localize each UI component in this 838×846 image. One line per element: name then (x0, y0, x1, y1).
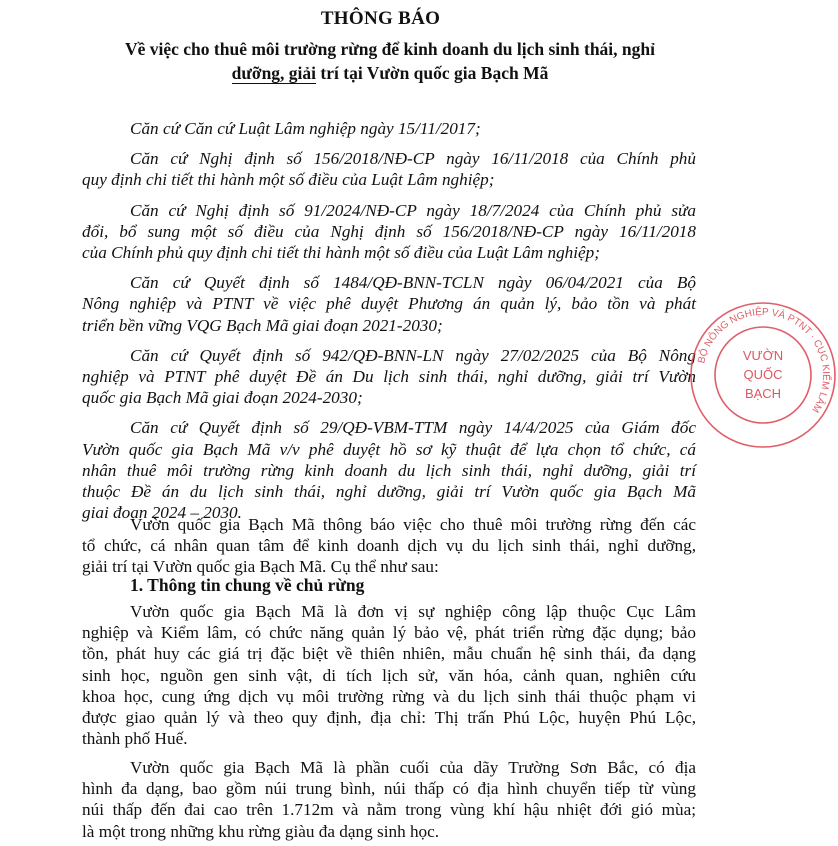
s1p2-line-4: là một trong những khu rừng giàu đa dạng sinh học. (82, 821, 440, 841)
s1p1-line-2: nghiệp và Kiểm lâm, có chức năng quản lý bảo vệ, phát triển rừng đặc dụng; bảo (82, 623, 696, 643)
basis-6-line-4: thuộc Đề án du lịch sinh thái, nghỉ dưỡng, giải trí Vườn quốc gia Bạch Mã (82, 482, 696, 502)
seal-center-line-1: VƯỜN (742, 348, 784, 363)
official-seal (688, 300, 838, 450)
basis-6-line-1: Căn cứ Quyết định số 29/QĐ-VBM-TTM ngày 14/4/2025 của Giám đốc (130, 418, 696, 438)
basis-1-line-1: Căn cứ Căn cứ Luật Lâm nghiệp ngày 15/11/2017; (130, 119, 481, 138)
document-subtitle (100, 37, 680, 85)
document-title: THÔNG BÁO (320, 8, 441, 29)
basis-3-line-2: đổi, bổ sung một số điều của Nghị định số 156/2018/NĐ-CP ngày 16/11/2018 (82, 221, 696, 241)
seal-center-line-2: QUỐC (743, 367, 783, 382)
section-1-paragraph-2 (82, 757, 696, 842)
s1p1-line-1: Vườn quốc gia Bạch Mã là đơn vị sự nghiệp công lập thuộc Cục Lâm (130, 602, 696, 621)
basis-2-line-2: quy định chi tiết thi hành một số điều của Luật Lâm nghiệp; (82, 170, 495, 190)
intro-paragraph (82, 514, 696, 578)
basis-6-line-3: nhân thuê môi trường rừng kinh doanh du lịch sinh thái, nghỉ dưỡng, giải trí (82, 460, 696, 480)
s1p2-line-1: Vườn quốc gia Bạch Mã là phần cuối của dãy Trường Sơn Bắc, có địa (130, 758, 696, 777)
s1p1-line-3: tồn, phát huy các giá trị đặc biệt về thiên nhiên, mẫu chuẩn hệ sinh thái, đa dạng (82, 644, 696, 664)
basis-6-line-5: giai đoạn 2024 – 2030. (82, 503, 242, 523)
seal-ring-text: BỘ NÔNG NGHIỆP VÀ PTNT · CỤC KIỂM LÂM (696, 306, 832, 415)
subtitle-line-2-rest: trí tại Vườn quốc gia Bạch Mã (316, 63, 549, 83)
legal-bases (82, 118, 696, 523)
subtitle-line-1: Về việc cho thuê môi trường rừng để kinh doanh du lịch sinh thái, nghỉ (124, 39, 656, 59)
s1p1-line-4: sinh học, nguồn gen sinh vật, di tích lịch sử, văn hóa, cảnh quan, nghiên cứu (82, 665, 696, 685)
basis-5-line-3: quốc gia Bạch Mã giai đoạn 2024-2030; (82, 388, 363, 408)
s1p2-line-3: núi thấp đến đai cao trên 1.712m và nằm trong vùng khí hậu nhiệt đới gió mùa; (82, 800, 696, 820)
subtitle-line-2 (100, 61, 680, 85)
basis-5-line-1: Căn cứ Quyết định số 942/QĐ-BNN-LN ngày 27/02/2025 của Bộ Nông (130, 345, 696, 365)
s1p1-line-6: được giao quản lý và theo quy định, địa chỉ: Thị trấn Phú Lộc, huyện Phú Lộc, (82, 708, 696, 728)
basis-3-line-1: Căn cứ Nghị định số 91/2024/NĐ-CP ngày 18/7/2024 của Chính phủ sửa (130, 200, 696, 220)
s1p2-line-2: hình đa dạng, bao gồm núi trung bình, núi thấp có địa hình chuyển tiếp từ vùng (82, 779, 696, 799)
s1p1-line-5: khoa học, cung ứng dịch vụ môi trường rừng và du lịch sinh thái thuộc phạm vi (82, 686, 696, 706)
intro-line-3: giải trí tại Vườn quốc gia Bạch Mã. Cụ thể như sau: (82, 557, 439, 577)
basis-2-line-1: Căn cứ Nghị định số 156/2018/NĐ-CP ngày 16/11/2018 của Chính phủ (130, 149, 696, 169)
basis-5-line-2: nghiệp và PTNT phê duyệt Đề án Du lịch sinh thái, nghỉ dưỡng, giải trí Vườn (82, 367, 696, 387)
seal-center-line-3: BẠCH (744, 386, 782, 401)
section-1-heading: 1. Thông tin chung về chủ rừng (130, 575, 365, 595)
subtitle-underlined-text: dưỡng, giải (231, 63, 317, 83)
basis-4-line-3: triển bền vững VQG Bạch Mã giai đoạn 2021-2030; (82, 315, 443, 335)
basis-4-line-1: Căn cứ Quyết định số 1484/QĐ-BNN-TCLN ngày 06/04/2021 của Bộ (130, 273, 696, 293)
s1p1-line-7: thành phố Huế. (82, 729, 188, 749)
section-1-paragraph-1 (82, 601, 696, 749)
intro-line-1: Vườn quốc gia Bạch Mã thông báo việc cho thuê môi trường rừng đến các (130, 515, 696, 534)
basis-3-line-3: của Chính phủ quy định chi tiết thi hành một số điều của Luật Lâm nghiệp; (82, 243, 600, 263)
basis-6-line-2: Vườn quốc gia Bạch Mã v/v phê duyệt hồ sơ kỹ thuật để lựa chọn tổ chức, cá (82, 439, 696, 459)
basis-4-line-2: Nông nghiệp và PTNT về việc phê duyệt Phương án quản lý, bảo tồn và phát (82, 294, 696, 314)
intro-line-2: tổ chức, cá nhân quan tâm để kinh doanh dịch vụ du lịch sinh thái, nghỉ dưỡng, (82, 536, 696, 556)
